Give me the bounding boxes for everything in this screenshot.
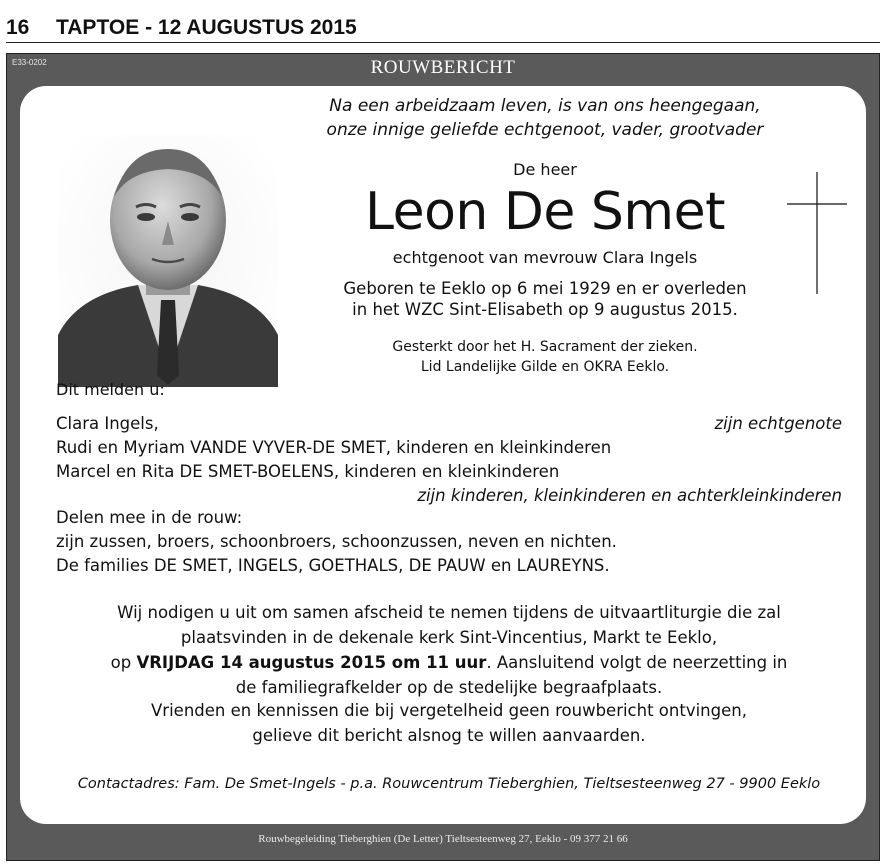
membership-line: Lid Landelijke Gilde en OKRA Eeklo. (420, 359, 670, 375)
friends-line: Vrienden en kennissen die bij vergetelheid geen rouwbericht ontvingen, (151, 701, 747, 720)
page-number: 16 (6, 16, 30, 39)
friends-line: gelieve dit bericht alsnog te willen aanvaarden. (252, 726, 646, 745)
section-title: ROUWBERICHT (370, 57, 516, 78)
family-member: Clara Ingels, (56, 414, 159, 433)
page-header (6, 14, 880, 43)
born-line: Geboren te Eeklo op 6 mei 1929 en er overleden (343, 279, 747, 298)
list-item (56, 484, 842, 508)
reference-code: E33-0202 (12, 58, 47, 67)
list-item (56, 460, 842, 484)
sacrament-text (290, 337, 800, 377)
invite-line (56, 650, 842, 675)
invite-line: de familiegrafkelder op de stedelijke begraafplaats. (235, 678, 663, 697)
invite-line: plaatsvinden in de dekenale kerk Sint-Vincentius, Markt te Eeklo, (180, 628, 718, 647)
grief-list (56, 506, 842, 578)
funeral-home-footer: Rouwbegeleiding Tieberghien (De Letter) Tieltsesteenweg 27, Eeklo - 09 377 21 66 (258, 833, 628, 845)
relation: zijn echtgenote (714, 414, 842, 433)
relation: zijn kinderen, kleinkinderen en achterkleinkinderen (417, 486, 842, 505)
invite-text: . Aansluitend volgt de neerzetting in (486, 653, 788, 672)
grief-line: De families DE SMET, INGELS, GOETHALS, DE PAUW en LAUREYNS. (56, 556, 610, 575)
obituary-frame (6, 53, 880, 861)
intro-line: Na een arbeidzaam leven, is van ons heengegaan, (329, 96, 761, 116)
publication-title: TAPTOE - 12 AUGUSTUS 2015 (56, 16, 357, 39)
deceased-name: Leon De Smet (365, 182, 725, 242)
spouse-line: echtgenoot van mevrouw Clara Ingels (392, 248, 698, 267)
funeral-date: VRIJDAG 14 augustus 2015 om 11 uur (136, 653, 487, 672)
family-member: Rudi en Myriam VANDE VYVER-DE SMET, kinderen en kleinkinderen (56, 438, 612, 457)
list-item (56, 436, 842, 460)
died-line: in het WZC Sint-Elisabeth op 9 augustus 2015. (352, 300, 738, 319)
invite-line: Wij nodigen u uit om samen afscheid te nemen tijdens de uitvaartliturgie die zal (117, 603, 781, 622)
grief-line: Delen mee in de rouw: (56, 508, 243, 527)
birth-death-text (290, 278, 800, 320)
list-item (56, 412, 842, 436)
grief-line: zijn zussen, broers, schoonbroers, schoonzussen, neven en nichten. (56, 532, 617, 551)
obituary-panel (20, 86, 866, 824)
contact-address: Contactadres: Fam. De Smet-Ingels - p.a. Rouwcentrum Tieberghien, Tieltsesteenweg 27 - 9900 Eeklo (77, 776, 821, 792)
invite-text: op (110, 653, 137, 672)
family-list (56, 412, 842, 508)
sacrament-line: Gesterkt door het H. Sacrament der zieken. (392, 339, 698, 355)
honorific: De heer (513, 160, 577, 179)
announce-line: Dit melden u: (56, 380, 165, 399)
intro-text (290, 94, 800, 142)
portrait-photo (58, 135, 278, 387)
friends-note (56, 698, 842, 748)
funeral-invitation (56, 600, 842, 700)
family-member: Marcel en Rita DE SMET-BOELENS, kinderen en kleinkinderen (56, 462, 560, 481)
intro-line: onze innige geliefde echtgenoot, vader, grootvader (326, 120, 764, 140)
